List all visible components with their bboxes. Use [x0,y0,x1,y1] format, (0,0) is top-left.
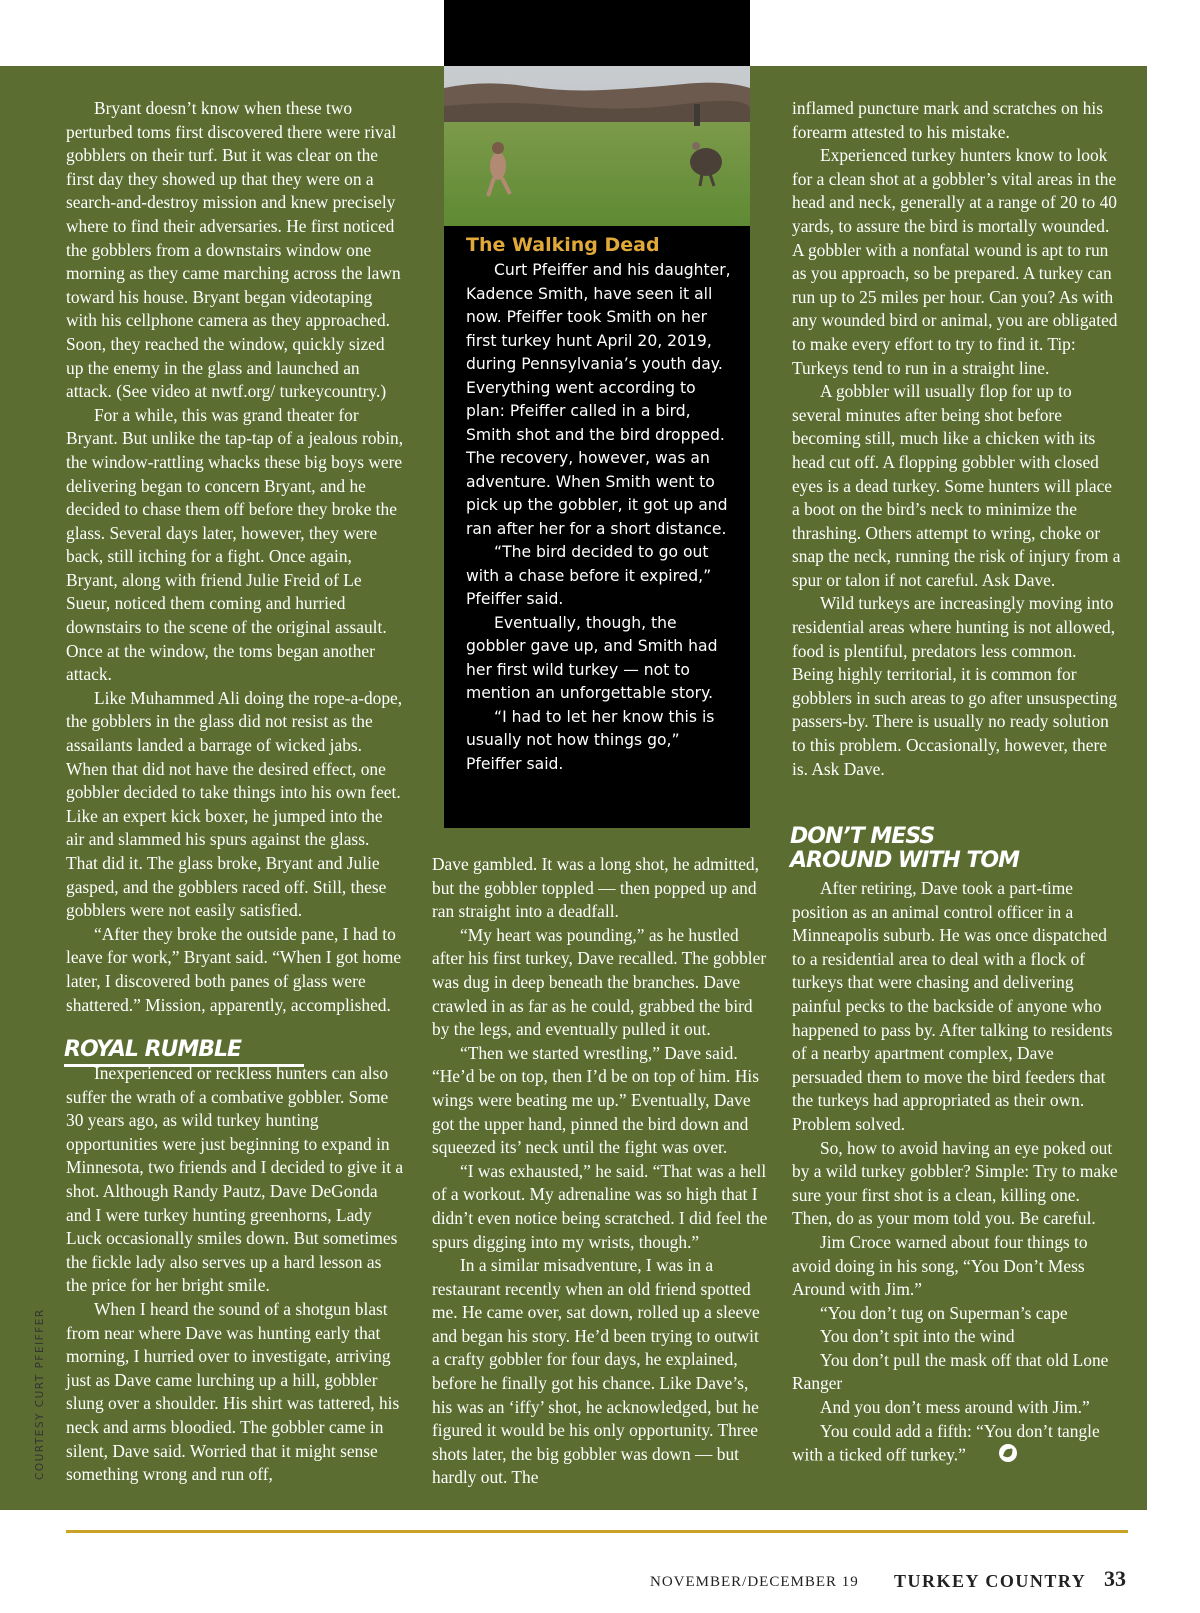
sidebar-title: The Walking Dead [466,234,660,256]
paragraph: inflamed puncture mark and scratches on his forearm attested to his mistake. [792,98,1103,142]
paragraph: For a while, this was grand theater for Bryant. But unlike the tap-tap of a jealous robin, the window-rattling whacks these big boys were delivering began to concern Bryant, and he decided to chase them off before they broke the glass. Several days later, however, they were back, still itching for a fight. Once again, Bryant, along with friend Julie Freid of Le Sueur, noticed them coming and hurried downstairs to the scene of the original assault. Once at the window, the toms began another attack. [66,404,404,685]
paragraph: A gobbler will usually flop for up to several minutes after being shot before becoming still, much like a chicken with its head cut off. A flopping gobbler with closed eyes is a dead turkey. Some hunters will place a boot on the bird’s neck to minimize the thrashing. Others attempt to wring, choke or snap the neck, running the risk of injury from a spur or talon if not careful. Ask Dave. [792,381,1121,590]
article-column-1-continued [66,1062,404,1487]
article-column-3 [792,97,1122,781]
article-column-2 [432,853,768,1490]
paragraph: “I was exhausted,” he said. “That was a hell of a workout. My adrenaline was so high that I didn’t even notice being scratched. I did feel the spurs digging into my wrists, though.” [432,1160,768,1252]
footer-issue-date: NOVEMBER/DECEMBER 19 [650,1574,859,1590]
paragraph: “Then we started wrestling,” Dave said. “He’d be on top, then I’d be on top of him. His wings were beating me up.” Eventually, Dave got the upper hand, pinned the bird down and squeezed its’ neck until the fight was over. [432,1042,759,1158]
paragraph: Dave gambled. It was a long shot, he admitted, but the gobbler toppled — then popped up and ran straight into a deadfall. [432,854,759,922]
lyric-line: “You don’t tug on Superman’s cape [820,1302,1068,1323]
sidebar-paragraph: “The bird decided to go out with a chase before it expired,” Pfeiffer said. [466,543,712,608]
paragraph: Like Muhammed Ali doing the rope-a-dope, the gobblers in the glass did not resist as the assailants landed a barrage of wicked jabs. When that did not have the desired effect, one gobbler decided to take things into his own feet. Like an expert kick boxer, he jumped into the air and slammed his spurs against the glass. That did it. The glass broke, Bryant and Julie gasped, and the gobblers raced off. Still, these gobblers were not easily satisfied. [66,687,403,921]
lyric-line: And you don’t mess around with Jim.” [820,1397,1090,1418]
subhead-royal-rumble: ROYAL RUMBLE [64,1038,304,1067]
lyric-line: You don’t spit into the wind [820,1326,1015,1347]
sidebar-paragraph: Curt Pfeiffer and his daughter, Kadence Smith, have seen it all now. Pfeiffer took Smith on her first turkey hunt April 20, 2019, during Pennsylvania’s youth day. Everything went according to plan: Pfeiffer called in a bird, Smith shot and the bird dropped. The recovery, however, was an adventure. When Smith went to pick up the gobbler, it got up and ran after her for a short distance. [466,261,731,538]
footer-magazine-name: TURKEY COUNTRY [894,1571,1087,1591]
paragraph: Experienced turkey hunters know to look for a clean shot at a gobbler’s vital areas in the head and neck, generally at a range of 20 to 40 yards, to assure the bird is mortally wounded. A gobbler with a nonfatal wound is apt to run as you approach, so be prepared. A turkey can run up to 25 miles per hour. Can you? As with any wounded bird or animal, you are obligated to make every effort to try to find it. Tip: Turkeys tend to run in a straight line. [792,145,1118,378]
paragraph: When I heard the sound of a shotgun blast from near where Dave was hunting early that morning, I hurried over to investigate, arriving just as Dave came lurching up a hill, gobbler slung over a shoulder. His shirt was tattered, his neck and arms bloodied. The gobbler came in silent, Dave said. Worried that it might sense something wrong and run off, [66,1298,400,1485]
sidebar-paragraph: “I had to let her know this is usually not how things go,” Pfeiffer said. [466,707,715,773]
lyric-line: You don’t pull the mask off that old Lone Ranger [792,1349,1109,1394]
turkey-end-mark-icon [970,1443,1018,1470]
photo-credit: COURTESY CURT PFEIFFER [34,1308,46,1480]
subhead-dont-mess-around: DON’T MESS AROUND WITH TOM [790,824,1019,873]
paragraph: In a similar misadventure, I was in a restaurant recently when an old friend spotted me. He came over, sat down, rolled up a sleeve and began his story. He’d been trying to outwit a crafty gobbler for four days, he explained, before he finally got his chance. Like Dave’s, his was an ‘iffy’ shot, he acknowledged, but he figured it would be his only opportunity. Three shots later, the big gobbler was down — but hardly out. The [432,1255,760,1488]
footer-rule [66,1530,1128,1533]
article-column-3-continued [792,877,1122,1470]
paragraph: So, how to avoid having an eye poked out by a wild turkey gobbler? Simple: Try to make sure your first shot is a clean, killing one. Then, do as your mom told you. Be careful. [792,1137,1118,1229]
sidebar-paragraph: Eventually, though, the gobbler gave up, and Smith had her first wild turkey — not to mention an unforgettable story. [466,613,718,702]
turkey-photo [444,66,750,226]
paragraph: “After they broke the outside pane, I had to leave for work,” Bryant said. “When I got home later, I discovered both panes of glass were shattered.” Mission, apparently, accomplished. [66,923,402,1015]
sidebar-box [444,0,750,828]
paragraph: After retiring, Dave took a part-time position as an animal control officer in a Minneapolis suburb. He was once dispatched to a residential area to deal with a flock of turkeys that were chasing and delivering painful pecks to the backside of anyone who happened to pass by. After talking to residents of a nearby apartment complex, Dave persuaded them to move the bird feeders that the turkeys had appropriated as their own. Problem solved. [792,878,1113,1134]
paragraph: “My heart was pounding,” as he hustled after his first turkey, Dave recalled. The gobbler was dug in deep beneath the branches. Dave crawled in as far as he could, grabbed the bird by the legs, and eventually pulled it out. [432,924,767,1040]
paragraph: Wild turkeys are increasingly moving into residential areas where hunting is not allowed, food is plentiful, predators less common. Being highly territorial, it is common for gobblers in such areas to go after unsuspecting passers-by. There is usually no ready solution to this problem. Occasionally, however, there is. Ask Dave. [792,593,1118,779]
page-number: 33 [1104,1566,1126,1591]
paragraph: Jim Croce warned about four things to avoid doing in his song, “You Don’t Mess Around with Jim.” [792,1231,1088,1300]
paragraph: You could add a fifth: “You don’t tangle with a ticked off turkey.” [792,1420,1122,1470]
article-column-1 [66,97,404,1017]
paragraph: Inexperienced or reckless hunters can also suffer the wrath of a combative gobbler. Some 30 years ago, as wild turkey hunting opportunities were just beginning to expand in Minnesota, two friends and I decided to give it a shot. Although Randy Pautz, Dave DeGonda and I were turkey hunting greenhorns, Lady Luck occasionally smiles down. But sometimes the fickle lady also serves up a hard lesson as the price for her bright smile. [66,1063,404,1296]
paragraph: Bryant doesn’t know when these two perturbed toms first discovered there were rival gobblers on their turf. But it was clear on the first day they showed up that they were on a search-and-destroy mission and knew precisely where to find their adversaries. He first noticed the gobblers from a downstairs window one morning as they came marching across the lawn toward his house. Bryant began videotaping with his cellphone camera as they approached. Soon, they reached the window, quickly sized up the enemy in the glass and launched an attack. (See video at nwtf.org/ turkeycountry.) [66,98,401,402]
sidebar-text [466,233,734,776]
